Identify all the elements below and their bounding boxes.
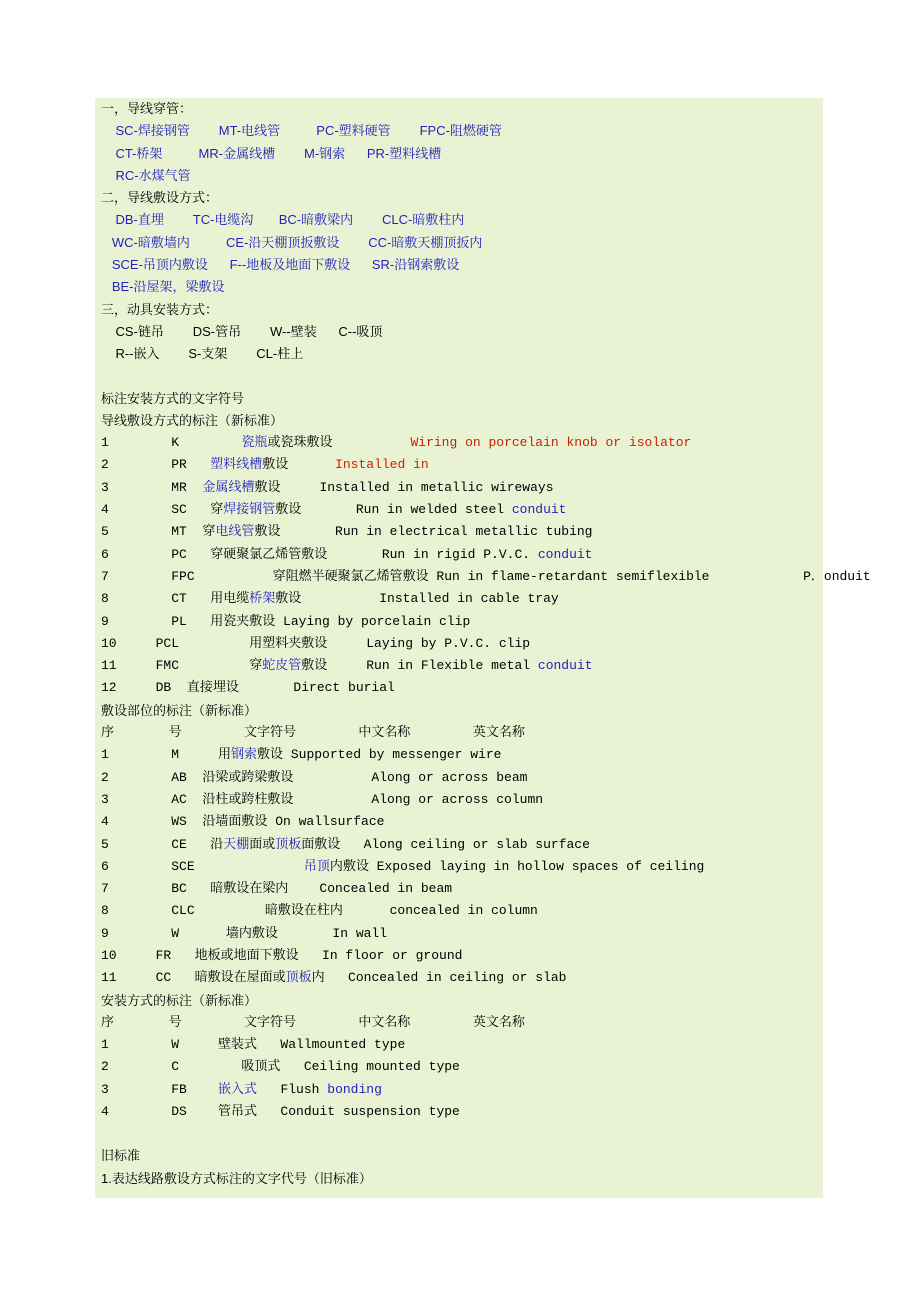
- section-line: CT-桥架 MR-金属线槽 M-钢索 PR-塑料线槽: [101, 145, 442, 161]
- table2-header: 序 号 文字符号 中文名称 英文名称: [101, 725, 525, 741]
- table1-row: 9 PL 用瓷夹敷设 Laying by porcelain clip: [101, 613, 471, 629]
- table1-caption: 导线敷设方式的标注（新标准）: [101, 412, 284, 428]
- table2-row: 6 SCE 吊顶内敷设 Exposed laying in hollow spaces of ceiling: [101, 858, 705, 874]
- table2-row: 7 BC 暗敷设在梁内 Concealed in beam: [101, 881, 453, 897]
- table2-row: 1 M 用钢索敷设 Supported by messenger wire: [101, 747, 502, 763]
- table1-row: 6 PC 穿硬聚氯乙烯管敷设 Run in rigid P.V.C. conduit: [101, 546, 593, 562]
- document-body: [95, 98, 871, 1198]
- table1-row: 2 PR 塑料线槽敷设 Installed in: [101, 457, 429, 473]
- section-line: CS-链吊 DS-管吊 W--壁装 C--吸顶: [101, 323, 383, 339]
- table2-row: 8 CLC 暗敷设在柱内 concealed in column: [101, 903, 538, 919]
- table3-caption: 安装方式的标注（新标准）: [101, 992, 258, 1008]
- section-line: SC-焊接钢管 MT-电线管 PC-塑料硬管 FPC-阻燃硬管: [101, 123, 502, 139]
- section-line: R--嵌入 S-支架 CL-柱上: [101, 346, 304, 362]
- table2-row: 2 AB 沿梁或跨梁敷设 Along or across beam: [101, 769, 528, 785]
- table3-row: 4 DS 管吊式 Conduit suspension type: [101, 1104, 460, 1120]
- table1-row: 7 FPC 穿阻燃半硬聚氯乙烯管敷设 Run in flame-retardant semiflexible P．onduit: [101, 568, 871, 584]
- blank-line: [95, 1123, 823, 1145]
- footer-title: 旧标准: [101, 1148, 141, 1164]
- table1-row: 11 FMC 穿蛇皮管敷设 Run in Flexible metal conduit: [101, 658, 593, 674]
- table1-row: 3 MR 金属线槽敷设 Installed in metallic wireways: [101, 479, 554, 495]
- section-line: RC-水煤气管: [101, 167, 191, 183]
- table2-row: 11 CC 暗敷设在屋面或顶板内 Concealed in ceiling or slab: [101, 970, 567, 986]
- section-line: WC-暗敷墙内 CE-沿天棚顶扳敷设 CC-暗敷天棚顶扳内: [101, 234, 483, 250]
- table3-row: 3 FB 嵌入式 Flush bonding: [101, 1081, 382, 1097]
- table1-row: 12 DB 直接埋设 Direct burial: [101, 680, 395, 696]
- section-line: BE-沿屋架，梁敷设: [101, 279, 225, 295]
- section-heading: 二，导线敷设方式：: [101, 190, 219, 206]
- section-heading: 一，导线穿管：: [101, 101, 193, 116]
- table2-row: 10 FR 地板或地面下敷设 In floor or ground: [101, 947, 463, 963]
- table1-row: 8 CT 用电缆桥架敷设 Installed in cable tray: [101, 591, 559, 607]
- table2-caption: 敷设部位的标注（新标准）: [101, 702, 258, 718]
- table1-row: 4 SC 穿焊接钢管敷设 Run in welded steel conduit: [101, 502, 567, 518]
- section-line: DB-直埋 TC-电缆沟 BC-暗敷梁内 CLC-暗敷柱内: [101, 212, 465, 228]
- section-heading: 三，动具安装方式：: [101, 301, 219, 317]
- table1-row: 10 PCL 用塑料夹敷设 Laying by P.V.C. clip: [101, 635, 531, 651]
- table2-row: 4 WS 沿墙面敷设 On wallsurface: [101, 814, 385, 830]
- table1-row: 1 K 瓷瓶或瓷珠敷设 Wiring on porcelain knob or isolator: [101, 435, 692, 451]
- notation-title: 标注安装方式的文字符号: [101, 390, 245, 406]
- section-line: SCE-吊顶内敷设 F--地板及地面下敷设 SR-沿钢索敷设: [101, 257, 460, 273]
- table3-header: 序 号 文字符号 中文名称 英文名称: [101, 1014, 525, 1030]
- table2-row: 9 W 墙内敷设 In wall: [101, 925, 388, 941]
- table2-row: 3 AC 沿柱或跨柱敷设 Along or across column: [101, 791, 544, 807]
- footer-line: 1.表达线路敷设方式标注的文字代号（旧标准）: [101, 1170, 372, 1186]
- table3-row: 1 W 壁装式 Wallmounted type: [101, 1037, 406, 1053]
- table3-row: 2 C 吸顶式 Ceiling mounted type: [101, 1059, 460, 1075]
- blank-line: [95, 366, 823, 388]
- table2-row: 5 CE 沿天棚面或顶板面敷设 Along ceiling or slab surface: [101, 836, 590, 852]
- table1-row: 5 MT 穿电线管敷设 Run in electrical metallic tubing: [101, 524, 593, 540]
